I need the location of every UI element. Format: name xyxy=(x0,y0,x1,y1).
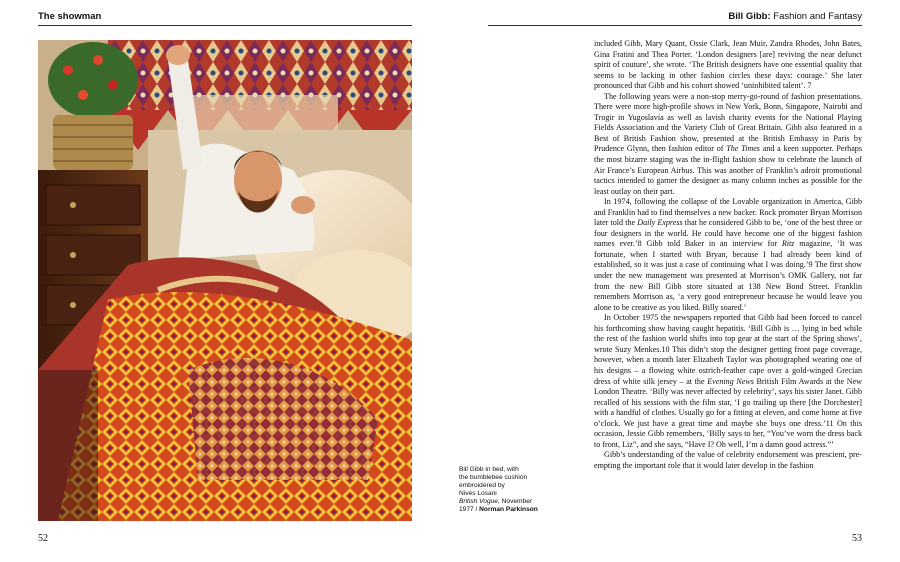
photo-bill-gibb-in-bed xyxy=(38,40,412,521)
publication-the-times: The Times xyxy=(726,144,760,154)
caption-line: Bill Gibb in bed, with xyxy=(459,466,519,473)
paragraph-1: included Gibb, Mary Quant, Ossie Clark, Jean Muir, Zandra Rhodes, John Bates, Gina Fratini and Thea Porter. ‘London designers [are] reviving the near defunct spirit of couture’, she wrote. ‘The British designers have one essential quality that seems to be lacking in other fashion circles these days: courage.’ She later pronounced that Gibb and his cohort showed ‘uninhibited talent’. 7 xyxy=(594,39,862,91)
paragraph-3: In 1974, following the collapse of the Lovable organization in America, Gibb and Franklin had to find themselves a new backer. Rock promoter Bryan Morrison later told the Daily Express that he considered Gibb to be, ‘one of the best three or four designers in the world. He could have become one of the biggest fashion names ever.’8 Gibb told Baker in an interview for Ritz magazine, ‘It was fortunate, when I started with Bryan, because I had already been kind of established, so it was just a case of continuing what I was doing.’9 The first show under the new management was presented at Morrison’s OMK Gallery, not far from the new Bill Gibb store situated at 138 New Bond Street. Franklin remembers Morrison as, ‘a very good entrepreneur because he would leave you alone to be creative as you liked. Billy soared.’ xyxy=(594,197,862,312)
caption-credit: Norman Parkinson xyxy=(479,506,538,514)
caption-line: Nives Losani xyxy=(459,490,497,498)
paragraph-5: Gibb’s understanding of the value of celebrity endorsement was prescient, pre-empting the important role that it would later develop in the fashion xyxy=(594,450,862,470)
folio-right: 53 xyxy=(852,533,862,544)
caption-magazine: British Vogue, xyxy=(459,498,500,506)
photo-illustration xyxy=(38,40,412,521)
running-head-rest: Fashion and Fantasy xyxy=(773,11,862,22)
folio-left: 52 xyxy=(38,533,48,544)
caption-line: the bumblebee cushion xyxy=(459,474,528,482)
caption-date: November xyxy=(501,498,533,506)
paragraph-4: In October 1975 the newspapers reported that Gibb had been forced to cancel his forthcoming show having caught hepatitis. ‘Bill Gibb is … lying in bed while the rest of the fashion world shifts into top gear at the start of the Spring shows’, wrote Suzy Menkes.10 This didn’t stop the designer getting front page coverage, however, when a month later Elizabeth Taylor was photographed wearing one of his designs – a flowing white ostrich-feather cape over a gold-winged Grecian dress of white silk jersey – at the Evening News British Film Awards at the New London Theatre. ‘Billy was never affected by celebrity’, says his sister Janet. Gibb recalled of his sessions with the film star, ‘I go trailing up there [the Dorchester] with a handful of clothes. Usually go for a fitting at eleven, and come home at five o’clock. We just have a great time and maybe she buys one dress.’11 On this occasion, Jessie Gibb remembers, ‘Billy says to her, “You’ve worn the dress back to front, Liz”, and she says, “Have I? Oh well, I’m a damn good actress.”’ xyxy=(594,313,862,449)
running-head-bold: Bill Gibb: xyxy=(728,11,771,22)
paragraph-2: The following years were a non-stop merry-go-round of fashion presentations. There were more high-profile shows in New York, Bonn, Singapore, Nairobi and Trogir in Yugoslavia as well as lavish charity events for the National Playing Fields Association and the Variety Club of Great Britain. Gibb also featured in a Best of British Fashion show, presented at the British Embassy in Paris by Prudence Glynn, then fashion editor of The Times and a keen supporter. Perhaps the most bizarre staging was the in-flight fashion show to celebrate the launch of Air France’s European Airbus. This was another of Franklin’s adroit promotional tactics intended to garner the designer as many column inches as possible for the least outlay on their part. xyxy=(594,91,862,196)
header-rule-right xyxy=(488,25,862,26)
publication-daily-express: Daily Express xyxy=(637,218,683,228)
body-text xyxy=(594,39,862,471)
publication-evening-news: Evening News xyxy=(707,376,754,386)
caption-line: embroidered by xyxy=(459,482,505,490)
running-head-right xyxy=(728,11,862,22)
caption-year: 1977 / xyxy=(459,506,480,514)
header-rule-left xyxy=(38,25,412,26)
publication-ritz: Ritz xyxy=(781,239,795,249)
running-head-left: The showman xyxy=(38,11,102,22)
